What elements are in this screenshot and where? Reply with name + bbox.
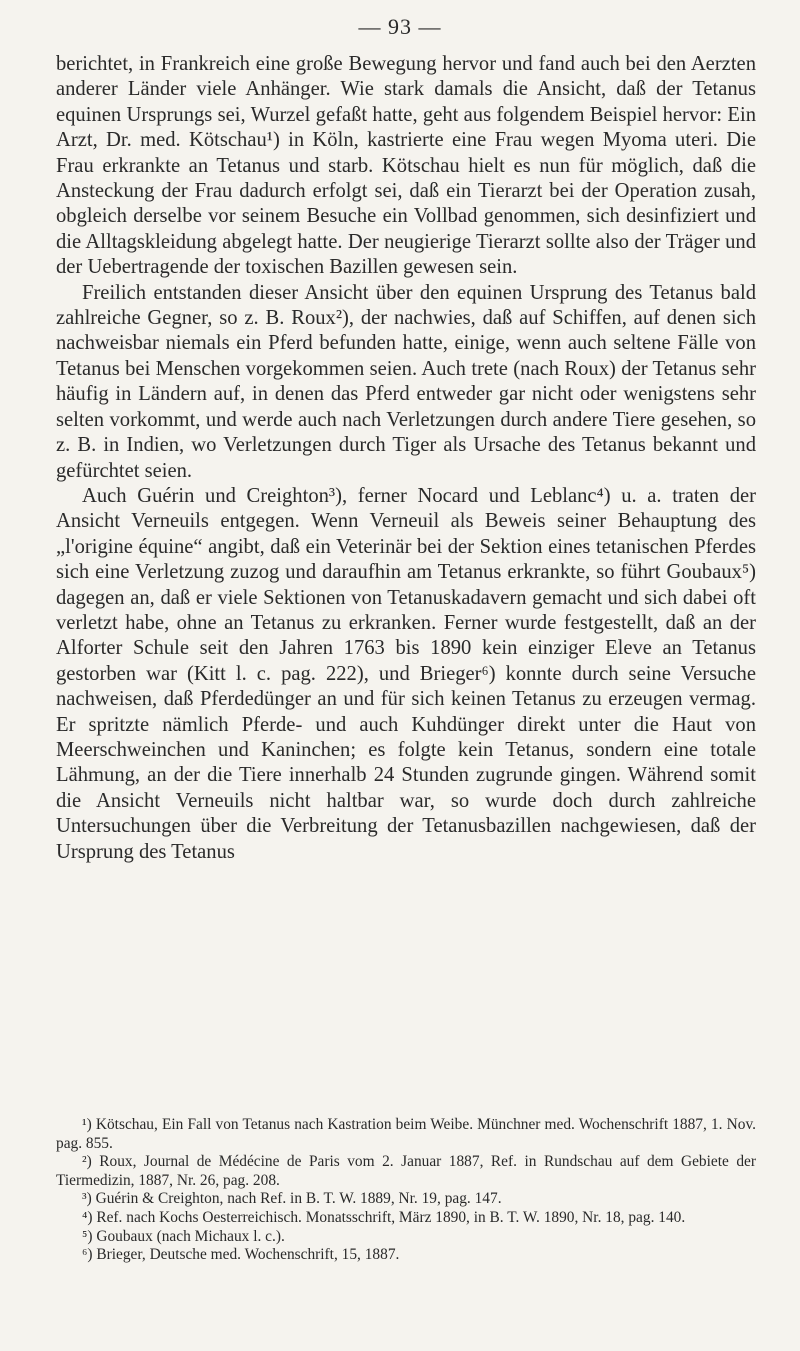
paragraph: berichtet, in Frankreich eine große Bewegung hervor und fand auch bei den Aerzten anderer Länder viele Anhänger. Wie stark damals die Ansicht, daß der Tetanus equinen Ursprungs sei, Wurzel gefaßt hatte, geht aus folgendem Beispiel hervor: Ein Arzt, Dr. med. Kötschau¹) in Köln, kastrierte eine Frau wegen Myoma uteri. Die Frau erkrankte an Tetanus und starb. Kötschau hielt es nun für möglich, daß die Ansteckung der Frau dadurch erfolgt sei, daß ein Tierarzt bei der Operation zusah, obgleich derselbe vor seinem Besuche ein Vollbad genommen, sich desinfiziert und die Alltagskleidung abgelegt hatte. Der neugierige Tierarzt sollte also der Träger und der Uebertragende der toxischen Bazillen gewesen sein. [56,53,756,279]
body-text [56,52,756,865]
footnotes [56,1116,756,1265]
footnote: ²) Roux, Journal de Médécine de Paris vom 2. Januar 1887, Ref. in Rundschau auf dem Gebiete der Tiermedizin, 1887, Nr. 26, pag. 208. [56,1153,756,1189]
footnote: ⁴) Ref. nach Kochs Oesterreichisch. Monatsschrift, März 1890, in B. T. W. 1890, Nr. 18, pag. 140. [82,1208,686,1226]
paragraph: Auch Guérin und Creighton³), ferner Nocard und Leblanc⁴) u. a. traten der Ansicht Verneuils entgegen. Wenn Verneuil als Beweis seiner Behauptung des „l'origine équine“ angibt, daß ein Veterinär bei der Sektion eines tetanischen Pferdes sich eine Verletzung zuzog und daraufhin am Tetanus erkrankte, so führt Goubaux⁵) dagegen an, daß er viele Sektionen von Tetanuskadavern gemacht und sich dabei oft verletzt habe, ohne an Tetanus zu erkranken. Ferner wurde festgestellt, daß an der Alforter Schule seit den Jahren 1763 bis 1890 kein einziger Eleve an Tetanus gestorben war (Kitt l. c. pag. 222), und Brieger⁶) konnte durch seine Versuche nachweisen, daß Pferdedünger an und für sich keinen Tetanus zu erzeugen vermag. Er spritzte nämlich Pferde- und auch Kuhdünger direkt unter die Haut von Meerschweinchen und Kaninchen; es folgte kein Tetanus, sondern eine totale Lähmung, an der die Tiere innerhalb 24 Stunden zugrunde gingen. Während somit die Ansicht Verneuils nicht haltbar war, so wurde doch durch zahlreiche Untersuchungen über die Verbreitung der Tetanusbazillen nachgewiesen, daß der Ursprung des Tetanus [56,484,756,863]
footnote: ⁵) Goubaux (nach Michaux l. c.). [82,1227,285,1245]
footnote: ⁶) Brieger, Deutsche med. Wochenschrift, 15, 1887. [82,1246,400,1264]
footnote: ¹) Kötschau, Ein Fall von Tetanus nach Kastration beim Weibe. Münchner med. Wochenschrift 1887, 1. Nov. pag. 855. [56,1116,756,1152]
page-number: — 93 — [358,14,442,39]
paragraph: Freilich entstanden dieser Ansicht über den equinen Ursprung des Tetanus bald zahlreiche Gegner, so z. B. Roux²), der nachwies, daß auf Schiffen, auf denen sich nachweisbar niemals ein Pferd befunden hatte, einige, wenn auch seltene Fälle von Tetanus bei Menschen vorgekommen seien. Auch trete (nach Roux) der Tetanus sehr häufig in Ländern auf, in denen das Pferd entweder gar nicht oder wenigstens sehr selten vorkommt, und werde auch nach Verletzungen durch andere Tiere gesehen, so z. B. in Indien, wo Verletzungen durch Tiger als Ursache des Tetanus bekannt und gefürchtet seien. [56,281,756,482]
footnote: ³) Guérin & Creighton, nach Ref. in B. T. W. 1889, Nr. 19, pag. 147. [82,1190,502,1208]
